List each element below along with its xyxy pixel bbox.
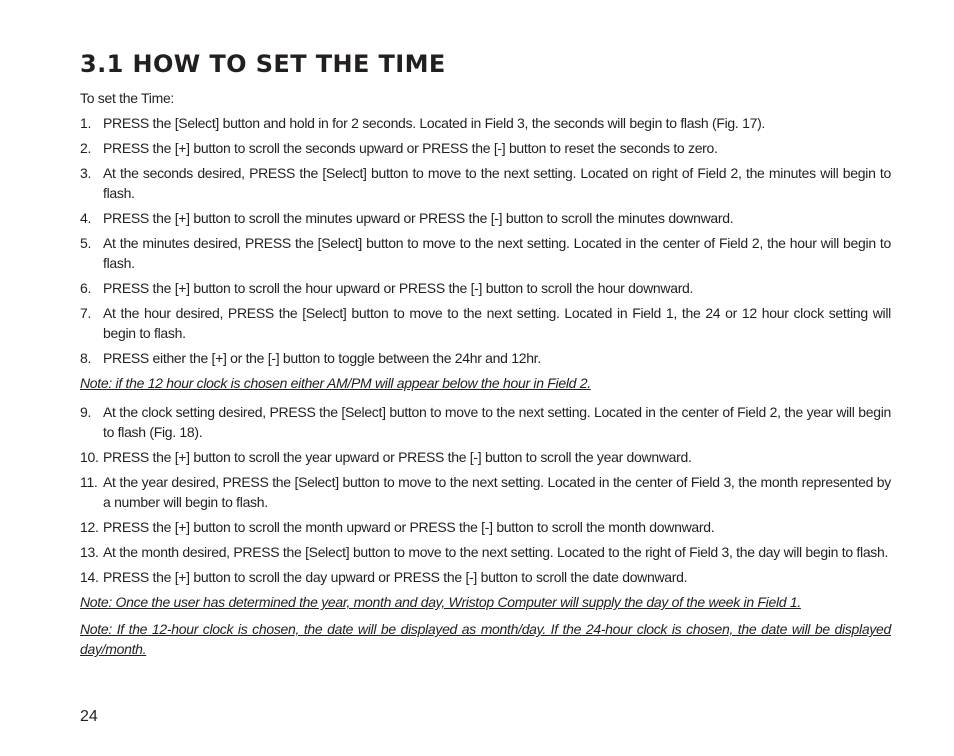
intro-text: To set the Time:: [80, 90, 175, 106]
step-item: [80, 402, 891, 442]
step-number: 6.: [80, 280, 92, 296]
step-item: [80, 567, 891, 587]
steps-list-a: [80, 113, 891, 368]
steps-list-b: [80, 402, 891, 587]
step-text: PRESS the [+] button to scroll the minutes upward or PRESS the [-] button to scroll the minutes downward.: [103, 210, 734, 226]
step-text: At the year desired, PRESS the [Select] button to move to the next setting. Located in the center of Field 3, the month represented by a number will begin to flash.: [103, 474, 891, 510]
step-item: [80, 208, 891, 228]
note-day-of-week: Note: Once the user has determined the year, month and day, Wristop Computer will supply the day of the week in Field 1.: [80, 594, 801, 610]
step-item: [80, 113, 891, 133]
step-item: [80, 542, 891, 562]
step-number: 9.: [80, 404, 92, 420]
step-number: 2.: [80, 140, 92, 156]
step-item: [80, 447, 891, 467]
step-number: 11.: [80, 474, 98, 490]
section-title: 3.1 HOW TO SET THE TIME: [80, 50, 446, 78]
step-text: At the hour desired, PRESS the [Select] button to move to the next setting. Located in Field 1, the 24 or 12 hour clock setting will begin to flash.: [103, 305, 891, 341]
manual-page: [80, 48, 891, 666]
note-am-pm: Note: if the 12 hour clock is chosen either AM/PM will appear below the hour in Field 2.: [80, 375, 591, 391]
step-text: At the month desired, PRESS the [Select] button to move to the next setting. Located to the right of Field 3, the day will begin to flash.: [103, 544, 889, 560]
step-number: 10.: [80, 449, 99, 465]
page-number: 24: [80, 708, 98, 725]
step-number: 14.: [80, 569, 99, 585]
step-number: 7.: [80, 305, 92, 321]
step-text: PRESS either the [+] or the [-] button to toggle between the 24hr and 12hr.: [103, 350, 541, 366]
step-item: [80, 303, 891, 343]
step-text: At the seconds desired, PRESS the [Select] button to move to the next setting. Located on right of Field 2, the minutes will begin to flash.: [103, 165, 891, 201]
step-text: PRESS the [+] button to scroll the day upward or PRESS the [-] button to scroll the date downward.: [103, 569, 688, 585]
step-item: [80, 138, 891, 158]
step-text: PRESS the [+] button to scroll the hour upward or PRESS the [-] button to scroll the hour downward.: [103, 280, 694, 296]
note-date-format: Note: If the 12-hour clock is chosen, the date will be displayed as month/day. If the 24-hour clock is chosen, the date will be displayed day/month.: [80, 621, 891, 657]
step-item: [80, 233, 891, 273]
step-number: 5.: [80, 235, 92, 251]
step-number: 13.: [80, 544, 99, 560]
step-item: [80, 472, 891, 512]
step-number: 12.: [80, 519, 99, 535]
step-text: PRESS the [+] button to scroll the month upward or PRESS the [-] button to scroll the month downward.: [103, 519, 715, 535]
step-number: 3.: [80, 165, 92, 181]
step-text: At the minutes desired, PRESS the [Select] button to move to the next setting. Located in the center of Field 2, the hour will begin to flash.: [103, 235, 891, 271]
step-number: 8.: [80, 350, 92, 366]
step-text: At the clock setting desired, PRESS the [Select] button to move to the next setting. Located in the center of Field 2, the year will begin to flash (Fig. 18).: [103, 404, 891, 440]
step-item: [80, 163, 891, 203]
step-item: [80, 517, 891, 537]
step-text: PRESS the [+] button to scroll the year upward or PRESS the [-] button to scroll the year downward.: [103, 449, 692, 465]
step-item: [80, 278, 891, 298]
step-number: 1.: [80, 115, 92, 131]
step-text: PRESS the [Select] button and hold in for 2 seconds. Located in Field 3, the seconds will begin to flash (Fig. 17).: [103, 115, 766, 131]
step-number: 4.: [80, 210, 92, 226]
step-text: PRESS the [+] button to scroll the seconds upward or PRESS the [-] button to reset the seconds to zero.: [103, 140, 718, 156]
step-item: [80, 348, 891, 368]
